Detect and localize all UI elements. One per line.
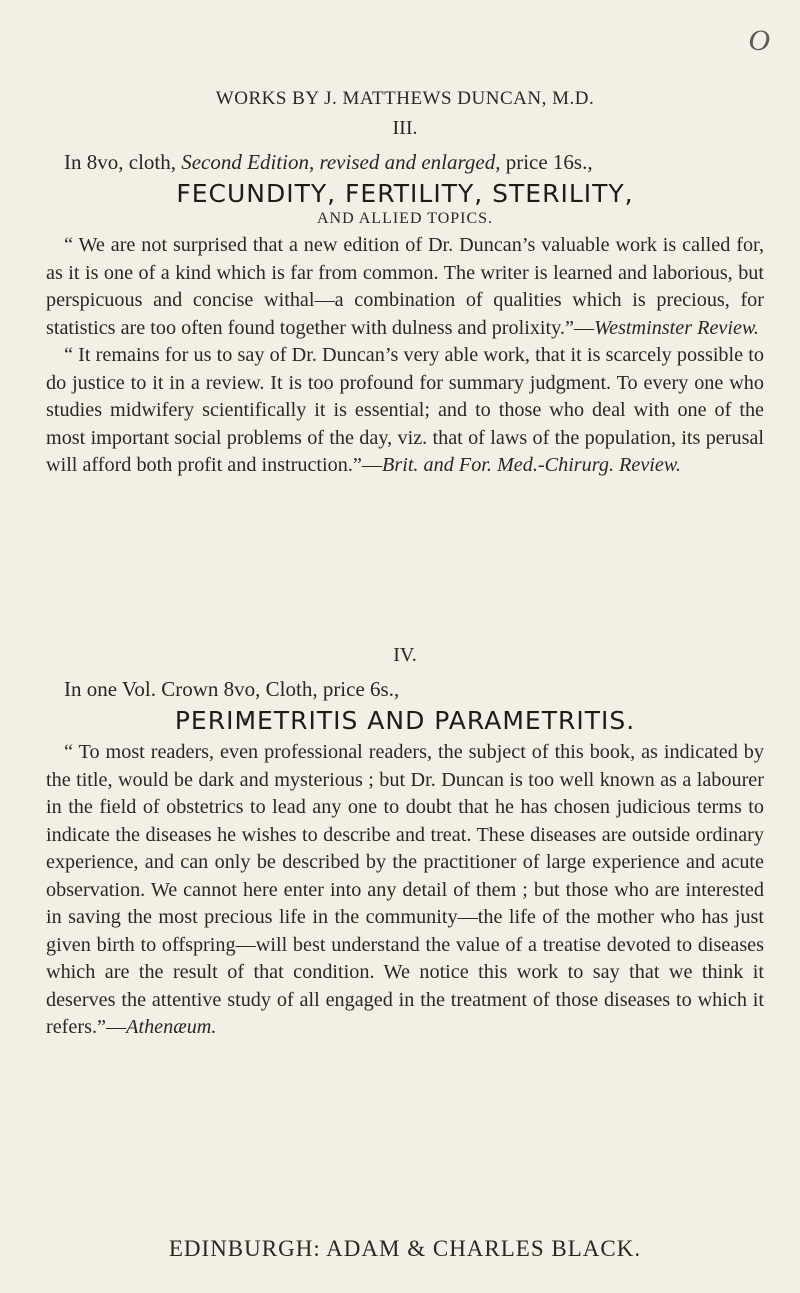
review-source: Brit. and For. Med.-Chirurg. Review.: [382, 454, 681, 476]
edition-italic: Second Edition, revised and enlarged,: [181, 150, 501, 174]
book-title: PERIMETRITIS AND PARAMETRITIS.: [174, 706, 636, 735]
running-head: WORKS BY J. MATTHEWS DUNCAN, M.D.: [215, 88, 595, 109]
review-quote: [46, 739, 764, 1042]
section-numeral: IV.: [393, 644, 417, 666]
section-iii: [46, 117, 764, 480]
section-numeral: III.: [392, 117, 418, 139]
edition-price: price 16s.,: [500, 150, 593, 174]
review-quote: [46, 232, 764, 342]
review-text: “ We are not surprised that a new edition of Dr. Duncan’s valuable work is called for, as it is one of a kind which is far from common. The writer is learned and laborious, but perspicuous and concise withal—a combination of qualities which is precious, for statistics are too often found together with dulness and prolixity.”—: [46, 234, 764, 339]
review-source: Westminster Review.: [594, 316, 759, 339]
review-text: “ It remains for us to say of Dr. Duncan’s very able work, that it is scarcely possible to do justice to it in a review. It is too profound for summary judgment. To every one who studies midwifery scientifically it is essential; and to those who deal with one of the most important social problems of the day, viz. that of laws of the population, its perusal will afford both profit and instruction.”—: [46, 344, 764, 476]
corner-mark: O: [748, 24, 770, 57]
imprint: EDINBURGH: ADAM & CHARLES BLACK.: [168, 1236, 642, 1261]
edition-text: In 8vo, cloth,: [64, 150, 182, 174]
edition-line: [46, 150, 764, 175]
review-quote: [46, 342, 764, 480]
book-title: FECUNDITY, FERTILITY, STERILITY,: [176, 179, 634, 208]
section-iv: [46, 644, 764, 1042]
review-source: Athenæum.: [126, 1016, 217, 1038]
review-text: “ To most readers, even professional readers, the subject of this book, as indicated by the title, would be dark and mysterious ; but Dr. Duncan is too well known as a labourer in the field of obstetrics to lead any one to doubt that he has chosen judicious terms to indicate the diseases he wishes to describe and treat. These diseases are outside ordinary experience, and can only be described by the practitioner of large experience and acute observation. We cannot here enter into any detail of them ; but those who are interested in saving the most precious life in the community—the life of the mother who has just given birth to offspring—will best understand the value of a treatise devoted to diseases which are the result of that condition. We notice this work to say that we think it deserves the attentive study of all engaged in the treatment of those diseases to which it refers.”—: [46, 741, 764, 1038]
book-subtitle: AND ALLIED TOPICS.: [316, 210, 494, 227]
edition-line: In one Vol. Crown 8vo, Cloth, price 6s.,: [64, 677, 400, 701]
book-page: [46, 0, 770, 1293]
